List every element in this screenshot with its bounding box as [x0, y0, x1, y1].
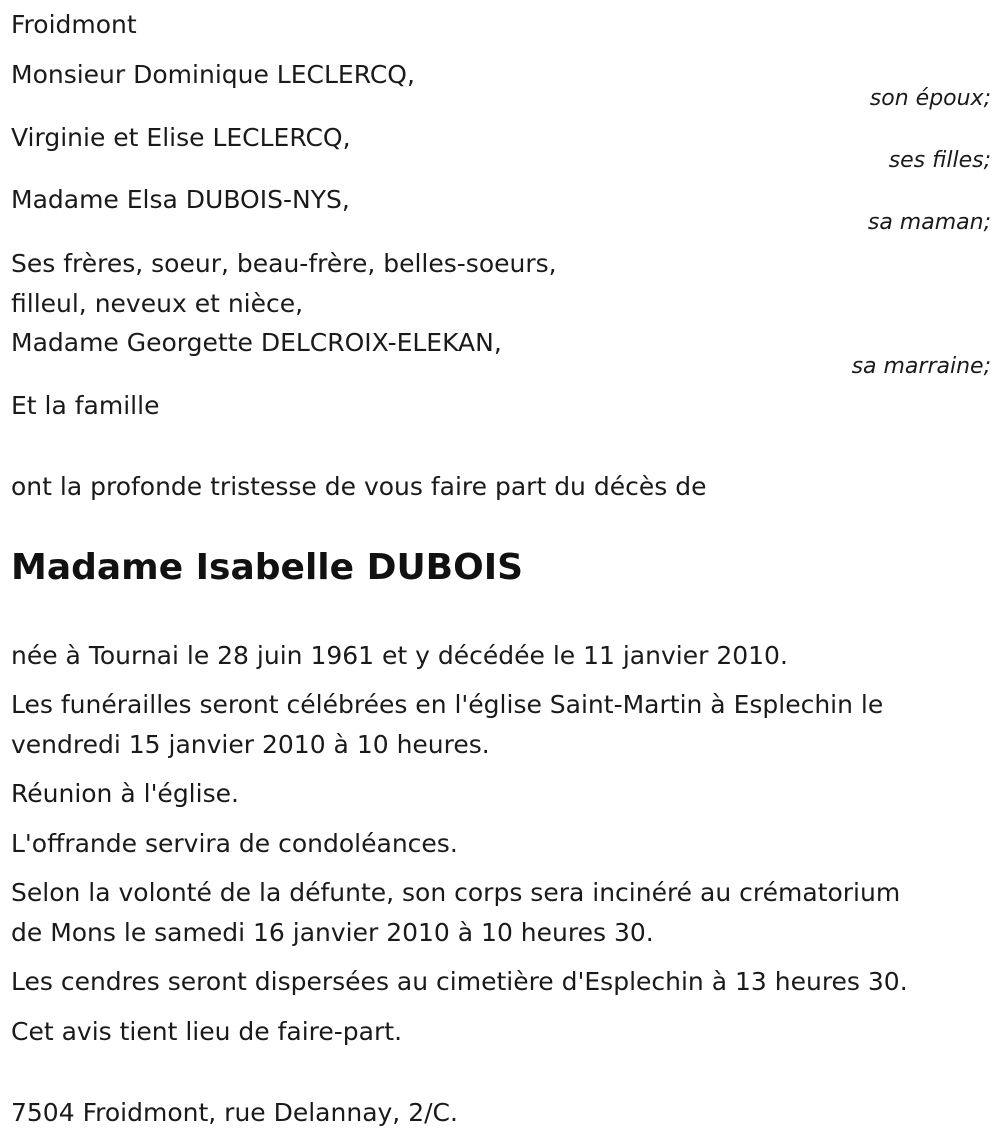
- husband-role: son époux;: [869, 86, 991, 111]
- godmother-name: Madame Georgette DELCROIX-ELEKAN,: [11, 328, 502, 357]
- funeral-line-1: Les funérailles seront célébrées en l'église Saint-Martin à Esplechin le: [11, 690, 884, 719]
- offering-line: L'offrande servira de condoléances.: [11, 829, 458, 858]
- cremation-line-2: de Mons le samedi 16 janvier 2010 à 10 heures 30.: [11, 918, 654, 947]
- birth-death-line: née à Tournai le 28 juin 1961 et y décédée le 11 janvier 2010.: [11, 641, 788, 670]
- notice-line: Cet avis tient lieu de faire-part.: [11, 1017, 403, 1046]
- town-header: Froidmont: [11, 10, 137, 39]
- daughters-role: ses filles;: [888, 148, 991, 173]
- mother-name: Madame Elsa DUBOIS-NYS,: [11, 185, 350, 214]
- mother-role: sa maman;: [867, 210, 991, 235]
- cremation-line-1: Selon la volonté de la défunte, son corps sera incinéré au crématorium: [11, 878, 901, 907]
- meeting-line: Réunion à l'église.: [11, 779, 239, 808]
- daughters-names: Virginie et Elise LECLERCQ,: [11, 123, 351, 152]
- husband-name: Monsieur Dominique LECLERCQ,: [11, 60, 415, 89]
- godmother-role: sa marraine;: [851, 354, 991, 379]
- family-line: Et la famille: [11, 391, 160, 420]
- relatives-line: filleul, neveux et nièce,: [11, 289, 304, 318]
- ashes-line: Les cendres seront dispersées au cimetière d'Esplechin à 13 heures 30.: [11, 967, 908, 996]
- address-line: 7504 Froidmont, rue Delannay, 2/C.: [11, 1098, 458, 1127]
- funeral-line-2: vendredi 15 janvier 2010 à 10 heures.: [11, 730, 490, 759]
- announcement-text: ont la profonde tristesse de vous faire part du décès de: [11, 472, 707, 501]
- siblings-line: Ses frères, soeur, beau-frère, belles-soeurs,: [11, 249, 557, 278]
- deceased-name: Madame Isabelle DUBOIS: [11, 547, 524, 588]
